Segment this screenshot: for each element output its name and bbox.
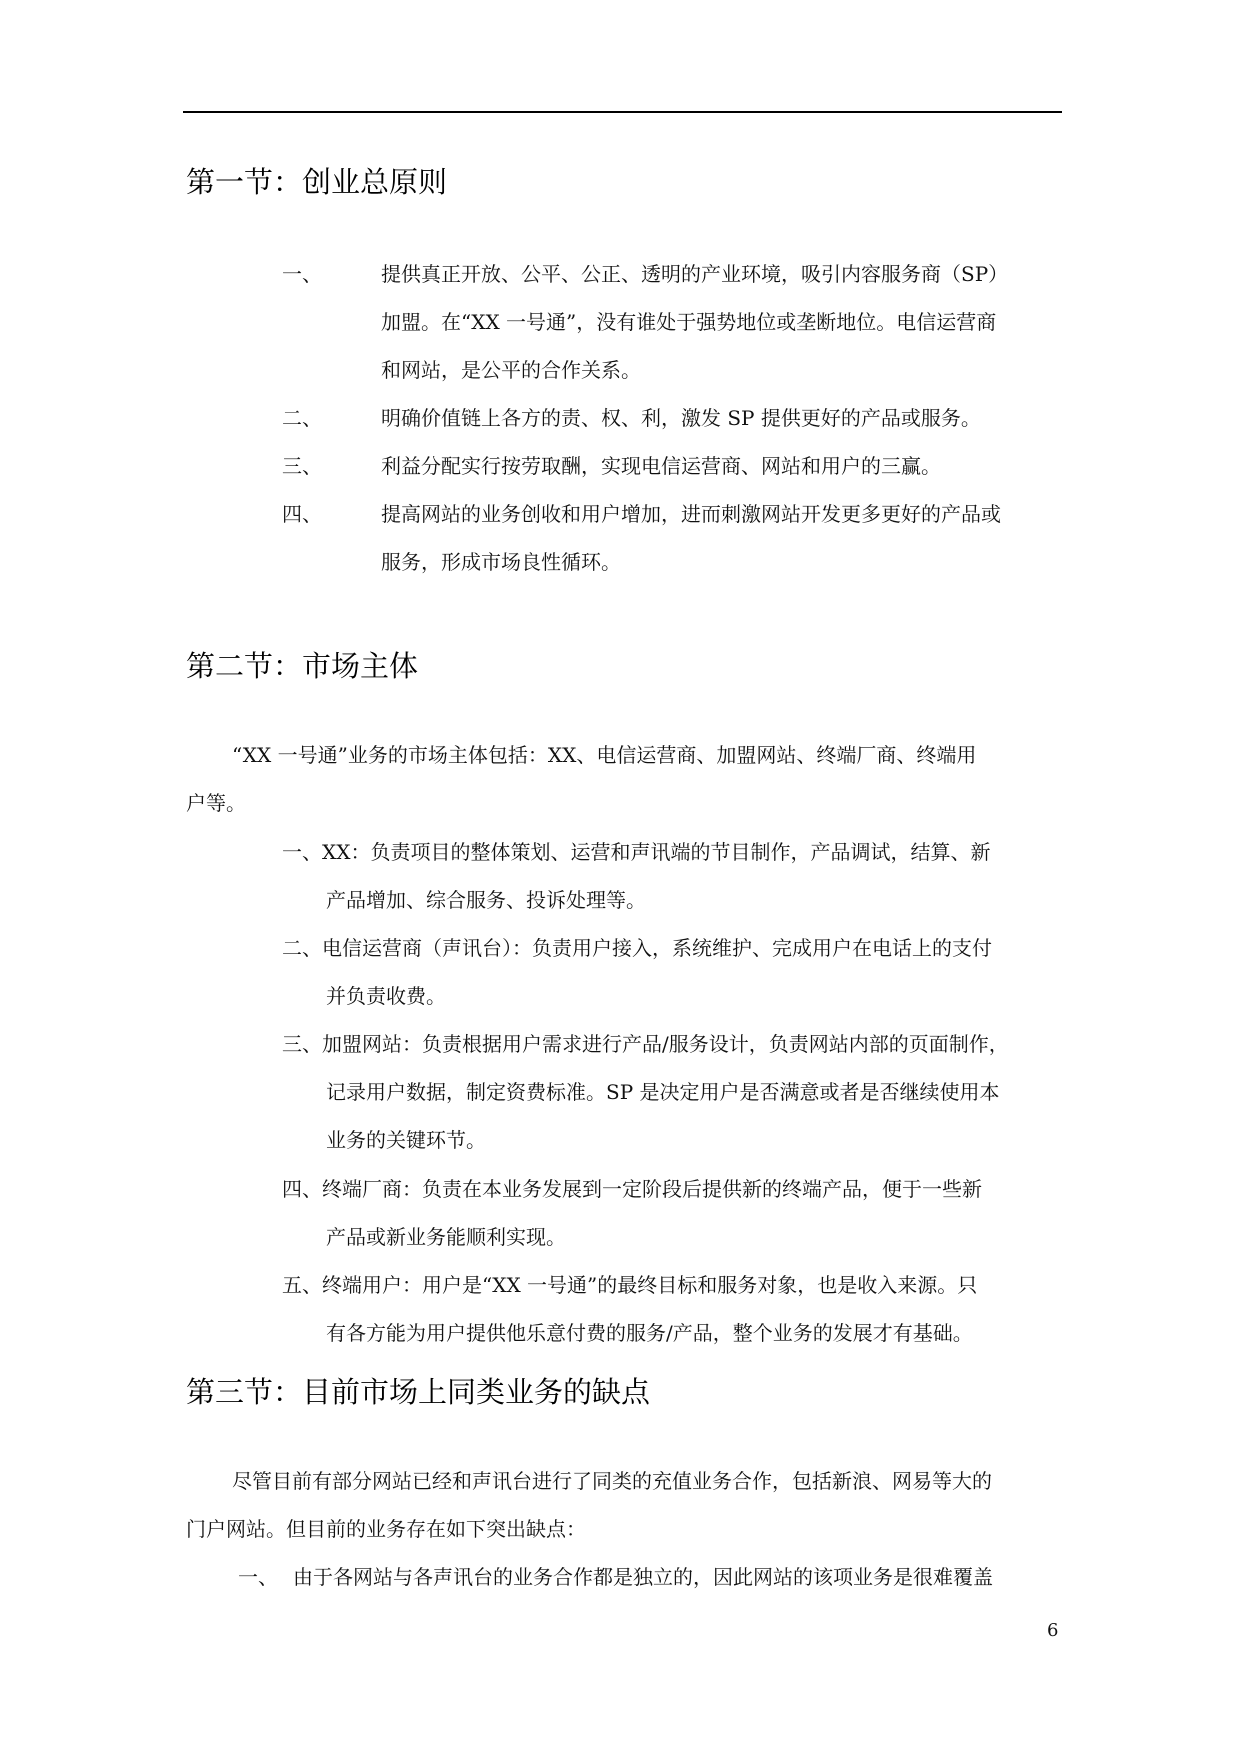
list-item-line: 提供真正开放、公平、公正、透明的产业环境，吸引内容服务商（SP） bbox=[381, 262, 1009, 286]
list-item-line: 加盟。在“XX 一号通”，没有谁处于强势地位或垄断地位。电信运营商 bbox=[381, 310, 997, 334]
header-rule bbox=[183, 111, 1062, 113]
list-item-line: 记录用户数据，制定资费标准。SP 是决定用户是否满意或者是否继续使用本 bbox=[326, 1080, 1000, 1104]
list-item-line: 并负责收费。 bbox=[326, 984, 446, 1008]
list-item-line: 利益分配实行按劳取酬，实现电信运营商、网站和用户的三赢。 bbox=[381, 454, 941, 478]
section-heading: 第一节：创业总原则 bbox=[186, 165, 448, 199]
list-marker: 一、 bbox=[282, 262, 322, 286]
page-number: 6 bbox=[1047, 1620, 1059, 1641]
paragraph-line: “XX 一号通”业务的市场主体包括：XX、电信运营商、加盟网站、终端厂商、终端用 bbox=[232, 743, 977, 767]
paragraph-line: 尽管目前有部分网站已经和声讯台进行了同类的充值业务合作，包括新浪、网易等大的 bbox=[232, 1469, 992, 1493]
section-heading: 第二节：市场主体 bbox=[186, 649, 419, 683]
list-item-line: 产品增加、综合服务、投诉处理等。 bbox=[326, 888, 646, 912]
list-marker: 四、 bbox=[282, 502, 322, 526]
list-item-line: 五、终端用户：用户是“XX 一号通”的最终目标和服务对象，也是收入来源。只 bbox=[282, 1273, 978, 1297]
list-item-line: 和网站，是公平的合作关系。 bbox=[381, 358, 641, 382]
list-item-line: 提高网站的业务创收和用户增加，进而刺激网站开发更多更好的产品或 bbox=[381, 502, 1001, 526]
list-item-line: 四、终端厂商：负责在本业务发展到一定阶段后提供新的终端产品，便于一些新 bbox=[282, 1177, 982, 1201]
list-marker: 三、 bbox=[282, 454, 322, 478]
paragraph-line: 户等。 bbox=[186, 791, 246, 815]
list-marker: 一、 bbox=[238, 1565, 278, 1589]
section-heading: 第三节：目前市场上同类业务的缺点 bbox=[186, 1375, 651, 1409]
list-item-line: 由于各网站与各声讯台的业务合作都是独立的，因此网站的该项业务是很难覆盖 bbox=[293, 1565, 993, 1589]
list-item-line: 有各方能为用户提供他乐意付费的服务/产品，整个业务的发展才有基础。 bbox=[326, 1321, 973, 1345]
list-item-line: 一、XX：负责项目的整体策划、运营和声讯端的节目制作，产品调试，结算、新 bbox=[282, 840, 991, 864]
list-item-line: 明确价值链上各方的责、权、利，激发 SP 提供更好的产品或服务。 bbox=[381, 406, 981, 430]
list-item-line: 二、电信运营商（声讯台）：负责用户接入，系统维护、完成用户在电话上的支付 bbox=[282, 936, 992, 960]
list-marker: 二、 bbox=[282, 406, 322, 430]
list-item-line: 三、加盟网站：负责根据用户需求进行产品/服务设计，负责网站内部的页面制作， bbox=[282, 1032, 1009, 1056]
list-item-line: 产品或新业务能顺利实现。 bbox=[326, 1225, 566, 1249]
list-item-line: 服务，形成市场良性循环。 bbox=[381, 550, 621, 574]
paragraph-line: 门户网站。但目前的业务存在如下突出缺点： bbox=[186, 1517, 586, 1541]
list-item-line: 业务的关键环节。 bbox=[326, 1128, 486, 1152]
